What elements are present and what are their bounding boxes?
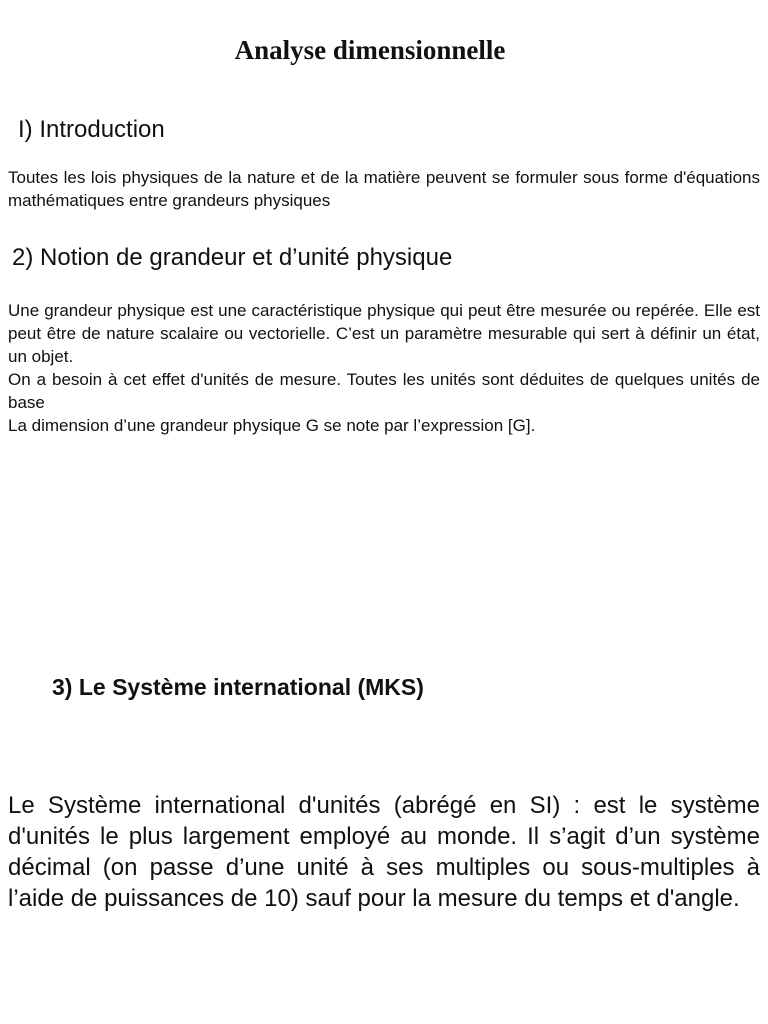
si-paragraph: Le Système international d'unités (abrégé en SI) : est le système d'unités le plus largement employé au monde. Il s’agit d’un système décimal (on passe d’une unité à ses multiples ou sous-multiples à l’aide de puissances de 10) sauf pour la mesure du temps et d'angle. [8,792,760,912]
introduction-paragraph: Toutes les lois physiques de la nature et de la matière peuvent se formuler sous forme d'équations mathématiques entre grandeurs physiques [8,168,760,210]
notion-section-body [8,299,760,437]
notion-paragraph-definition: Une grandeur physique est une caractéristique physique qui peut être mesurée ou repérée. Elle est peut être de nature scalaire ou vectorielle. C’est un paramètre mesurable qui sert à définir un état, un objet. [8,301,760,366]
section-heading-introduction: I) Introduction [18,116,165,143]
page-title: Analyse dimensionnelle [234,35,506,65]
section-heading-si: 3) Le Système international (MKS) [52,674,424,700]
notion-paragraph-dimension: La dimension d’une grandeur physique G se note par l’expression [G]. [8,416,536,435]
section-heading-notion: 2) Notion de grandeur et d’unité physique [12,244,453,271]
notion-paragraph-units: On a besoin à cet effet d'unités de mesure. Toutes les unités sont déduites de quelques unités de base [8,370,760,412]
